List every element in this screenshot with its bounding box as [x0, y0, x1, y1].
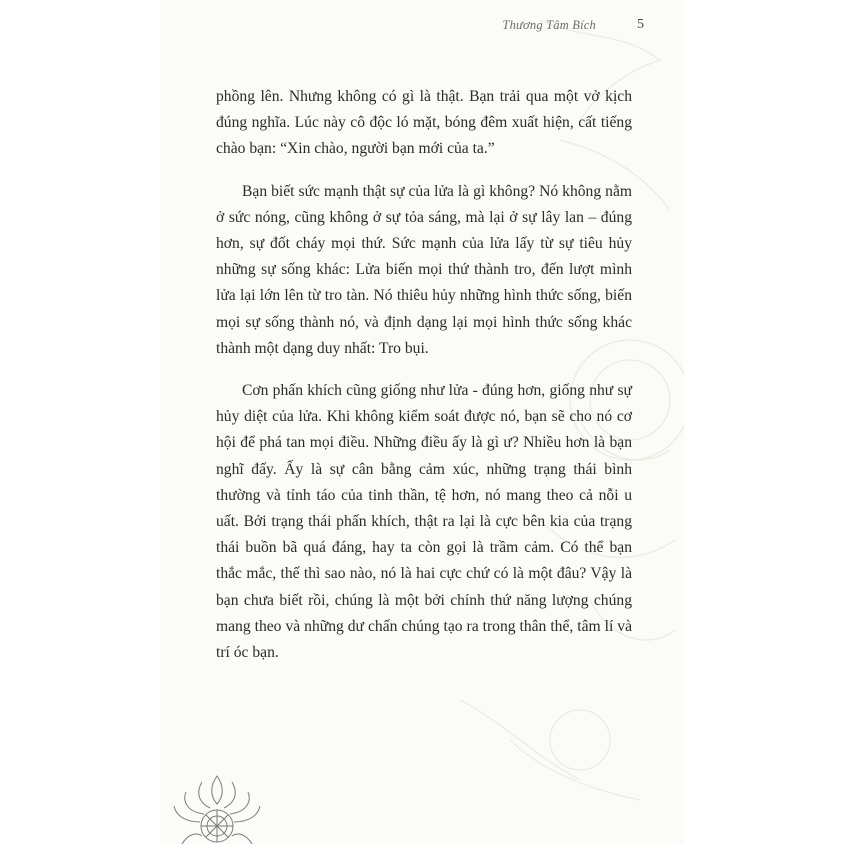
paragraph: Bạn biết sức mạnh thật sự của lửa là gì không? Nó không nằm ở sức nóng, cũng không ở sự tỏa sáng, mà lại ở sự lây lan – đúng hơn, sự đốt cháy mọi thứ. Sức mạnh của lửa lấy từ sự tiêu hủy những sự sống khác: Lửa biến mọi thứ thành tro, đến lượt mình lửa lại lớn lên từ tro tàn. Nó thiêu hủy những hình thức sống, biến mọi sự sống thành nó, và định dạng lại mọi hình thức sống khác thành một dạng duy nhất: Tro bụi.: [216, 182, 632, 357]
running-title: Thương Tâm Bích: [502, 18, 596, 32]
paragraph: phồng lên. Nhưng không có gì là thật. Bạn trải qua một vở kịch đúng nghĩa. Lúc này cô độc ló mặt, bóng đêm xuất hiện, cất tiếng chào bạn: “Xin chào, người bạn mới của ta.”: [216, 88, 632, 158]
book-page: [160, 0, 684, 844]
page-number: 5: [637, 17, 644, 32]
body-text: [216, 84, 632, 682]
paragraph: Cơn phấn khích cũng giống như lửa - đúng hơn, giống như sự hủy diệt của lửa. Khi không kiểm soát được nó, bạn sẽ cho nó cơ hội để phá tan mọi điều. Những điều ấy là gì ư? Nhiều hơn là bạn nghĩ đấy. Ấy là sự cân bằng cảm xúc, những trạng thái bình thường và tỉnh táo của tinh thần, tệ hơn, nó mang theo cả nỗi u uất. Bởi trạng thái phấn khích, thật ra lại là cực bên kia của trạng thái buồn bã quá đáng, hay ta còn gọi là trầm cảm. Có thể bạn thắc mắc, thế thì sao nào, nó là hai cực chứ có là một đâu? Vậy là bạn chưa biết rồi, chúng là một bởi chính thứ năng lượng chúng mang theo và những dư chấn chúng tạo ra trong thân thể, tâm lí và trí óc bạn.: [216, 382, 632, 662]
lotus-ornament-icon: [162, 764, 272, 844]
